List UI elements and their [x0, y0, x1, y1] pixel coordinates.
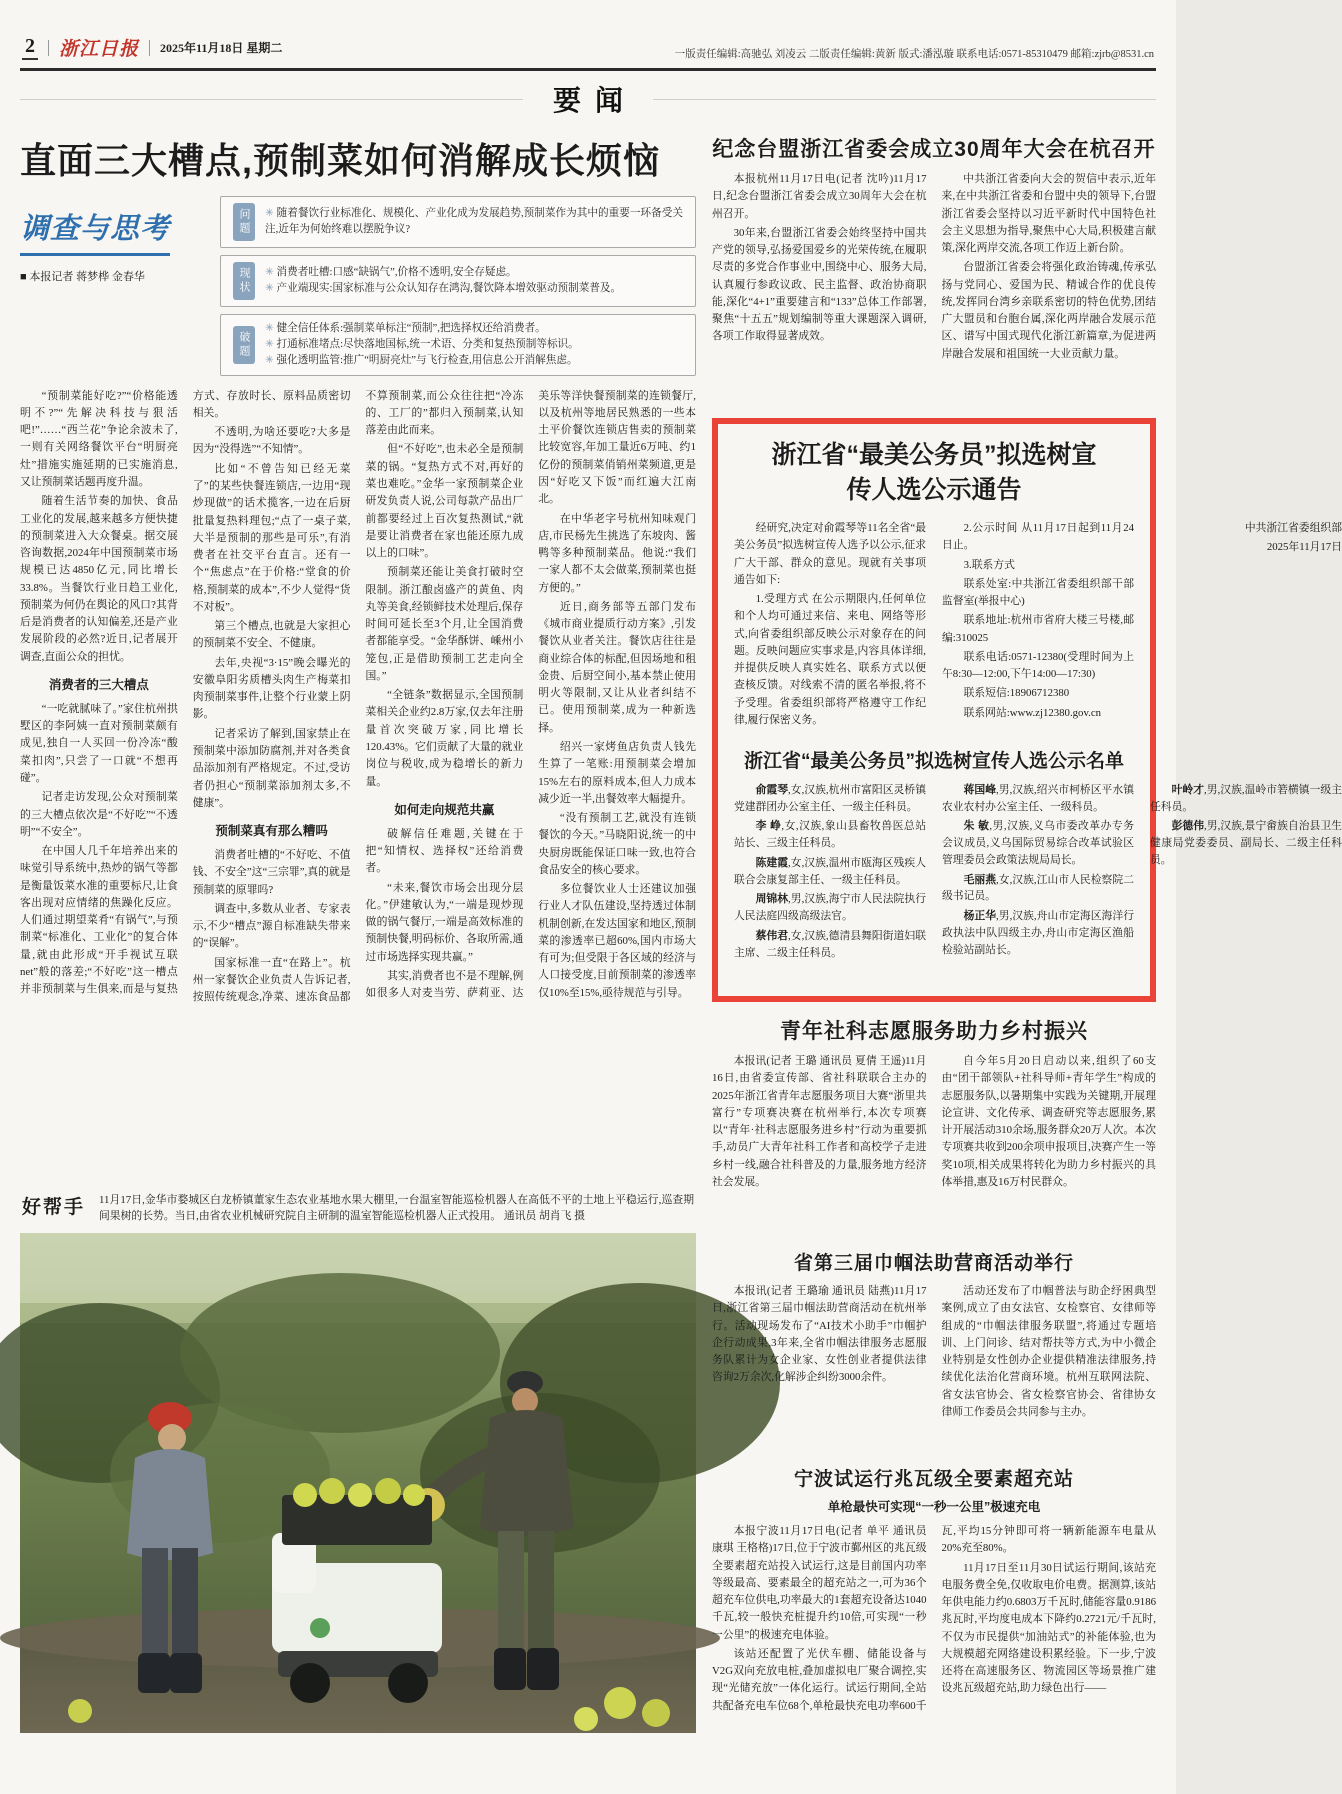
section-bar: [20, 79, 1156, 119]
name-entry: 俞霞琴,女,汉族,杭州市富阳区灵桥镇党建群团办公室主任、一级主任科员。: [734, 784, 926, 813]
feature-paragraph: “预制菜能好吃?”“价格能透明不?”“先解决科技与狠活吧!”……“西兰花”争论余波未了,一则有关网络餐饮平台“明厨亮灶”措施实施延期的已实施消息,又让预制菜话题再度升温。: [20, 389, 178, 488]
article-paragraph: 自今年5月20日启动以来,组织了60支由“团干部领队+社科导师+青年学生”构成的志愿服务队,以暑期集中实践为关键期,开展理论宣讲、文化传承、调查研究等志愿服务,累计开展活动310余场,服务群众20万人次。本次专项赛共收到200余项申报项目,决赛产生一等奖10项,相关成果将转化为助力乡村振兴的具体举措,惠及16万村民群众。: [941, 1055, 1156, 1188]
box-label: 问题: [233, 203, 255, 241]
article-taimeng: [712, 129, 1156, 409]
article-paragraph: 本报讯(记者 王璐 通讯员 夏倩 王遥)11月16日,由省委宣传部、省社科联联合主办的2025年浙江省青年志愿服务项目大赛“浙里共富行”专项赛决赛在杭州举行,本次专项赛以“青年·社科志愿服务进乡村”行动为重要抓手,动员广大青年社科工作者和高校学子走进乡村一线,融合社科普及的力量,服务地方经济社会发展。: [712, 1055, 927, 1188]
feature-headline: 直面三大槽点,预制菜如何消解成长烦恼: [20, 140, 661, 181]
feature-paragraph: 随着生活节奏的加快、食品工业化的发展,越来越多方便快捷的预制菜进入大众餐桌。据交展咨询数据,2024年中国预制菜市场规模已达4850亿元,同比增长33.8%。当餐饮行业日趋工业化,预制菜为何仍在舆论的风口?其背后是消费者的认知偏差,还是产业发展阶段的必然?近日,记者展开调查,直面公众的担忧。: [20, 495, 178, 663]
notice-name-list: [734, 782, 1342, 984]
section-line-left: [20, 99, 523, 100]
name-entry: 蔡伟君,女,汉族,德清县舞阳街道妇联主席、二级主任科员。: [734, 929, 926, 959]
article-deck: 单枪最快可实现“一秒一公里”极速充电: [827, 1500, 1041, 1514]
summary-box-status: [220, 255, 696, 307]
article-shike: [712, 1011, 1156, 1235]
article-paragraph: 台盟浙江省委会将强化政治铸魂,传承弘扬与党同心、爱国为民、精诚合作的优良传统,发挥同台湾乡亲联系密切的特色优势,团结广大盟员和台胞台属,深化两岸融合发展示范区、谱写中国式现代化浙江新篇章,为促进两岸融合发展和祖国统一大业贡献力量。: [941, 261, 1156, 360]
notice-list-title: 浙江省“最美公务员”拟选树宣传人选公示名单: [743, 751, 1124, 772]
feature-paragraph: 记者采访了解到,国家禁止在预制菜中添加防腐剂,并对各类食品添加剂有严格规定。不过,受访者仍担心“预制菜添加剂太多,不健康”。: [192, 727, 351, 809]
feature-paragraph: 预制菜真有那么糟吗: [215, 824, 328, 839]
article-body: [712, 1523, 1156, 1775]
feature-paragraph: “未来,餐饮市场会出现分层化。”伊建敏认为,“一端是现炒现做的锅气餐厅,一端是高效标准的预制快餐,明码标价、各取所需,通过市场选择实现共赢。”: [365, 881, 524, 963]
article-jinguo: [712, 1244, 1156, 1451]
article-paragraph: 本报宁波11月17日电(记者 单平 通讯员 康琪 王格格)17日,位于宁波市鄞州区的兆瓦级全要素超充站投入试运行,这是目前国内功率等级最高、要素最全的超充站之一,可为36个超充车位供电,功率最大的1套超充设备达1040千瓦,较一般快充桩提升约10倍,可实现“一秒一公里”的极速充电体验。: [712, 1525, 927, 1641]
notice-paragraph: 联系短信:18906712380: [963, 687, 1070, 700]
feature-paragraph: “一吃就腻味了。”家住杭州拱墅区的李阿姨一直对预制菜颇有成见,独自一人买回一份冷冻“酸菜扣肉”,只尝了一口就“不想再碰”。: [20, 702, 178, 784]
notice-paragraph: 2.公示时间 从11月17日起到11月24日止。: [942, 522, 1134, 552]
photo-caption-label: 好帮手: [22, 1196, 86, 1218]
name-entry: 周锦林,男,汉族,海宁市人民法院执行人民法庭四级高级法官。: [734, 893, 926, 923]
feature-paragraph: 如何走向规范共赢: [394, 802, 495, 817]
box-label: 现状: [233, 262, 255, 300]
article-paragraph: 本报讯(记者 王璐瑜 通讯员 陆燕)11月17日,浙江省第三届巾帼法助营商活动在杭州举行。活动现场发布了“AI技术小助手”巾帼护企行动成果,3年来,全省巾帼法律服务志愿服务队累计为女企业家、女性创业者提供法律咨询2万余次,化解涉企纠纷3000余件。: [712, 1285, 927, 1384]
name-entry: 彭德伟,男,汉族,景宁畲族自治县卫生健康局党委委员、副局长、二级主任科员。: [1150, 820, 1342, 866]
header-rule: [20, 68, 1156, 71]
page-number: 2: [22, 35, 38, 60]
feature-paragraph: 其实,消费者也不是不理解,例如很多人对麦当劳、萨莉亚、达美乐等洋快餐预制菜的连锁餐厅,以及杭州等地居民熟悉的一些本土平价餐饮连锁店售卖的预制菜比较宽容,年加工量近6万吨、约1亿份的预制菜俏销州菜频道,更是因“好吃又下饭”而红遍大江南北。: [365, 389, 696, 1000]
page-header: [20, 34, 1156, 65]
name-entry: 蒋国峰,男,汉族,绍兴市柯桥区平水镇农业农村办公室主任、一级科员。: [942, 784, 1134, 813]
feature-paragraph: 国家标准一直“在路上”。杭州一家餐饮企业负责人告诉记者,按照传统观念,净菜、速冻食品都不算预制菜,而公众往往把“冷冻的、工厂的”都归入预制菜,认知落差由此而来。: [192, 389, 524, 1004]
column-logo: 调查与思考: [20, 206, 170, 256]
feature-paragraph: 比如“不曾告知已经无菜了”的某些快餐连锁店,一边用“现炒现做”的话术揽客,一边在后厨批量复热料理包;“点了一桌子菜,大半是预制的那些是可乐”,有消费者在社交平台直言。还有一个“焦虑点”在于价格:“堂食的价格,预制菜的成本”,不少人觉得“货不对板”。: [192, 462, 351, 613]
notice-title: 浙江省“最美公务员”拟选树宣传人选公示通告: [771, 441, 1097, 504]
feature-paragraph: 绍兴一家烤鱼店负责人钱先生算了一笔账:用预制菜会增加15%左右的原料成本,但人力成本减少近一半,出餐效率大幅提升。: [538, 740, 696, 805]
feature-byline: ■ 本报记者 蒋梦桦 金春华: [20, 271, 145, 283]
feature-paragraph: 预制菜还能让美食打破时空限制。浙江酿卤盛产的黄鱼、肉丸等美食,经锁鲜技术处理后,保存时间可延长至3个月,让全国消费者都能享受。“金华酥饼、嵊州小笼包,正是借助预制工艺走向全国。”: [365, 566, 524, 682]
notice-paragraph: 中共浙江省委组织部: [1244, 522, 1342, 534]
greenhouse-robot-photo: [20, 1233, 696, 1733]
article-paragraph: 11月17日至11月30日试运行期间,该站充电服务费全免,仅收取电价电费。据测算,该站年供电能力约0.6803万千瓦时,储能容量0.9186兆瓦时,平均度电成本下降约0.2721元/千瓦时,不仅为市民提供“加油站式”的补能体验,也为大规模超充网络建设积累经验。下一步,宁波还将在高速服务区、物流园区等场景推广建设兆瓦级超充站,助力绿色出行——: [941, 1561, 1156, 1695]
article-ningbo: [712, 1460, 1156, 1775]
feature-paragraph: 在中国人几千年培养出来的味觉引导系统中,热炒的锅气等都是衡量饭菜水准的重要标尺,让食客出现对应情绪的焦躁化反应。人们通过期望菜肴“有锅气”,与预制菜“标准化、工业化”的复合体量,就由此形成“开手视试互联net”般的落差;“不好吃”这一槽点并非预制菜与生俱来,而是与复热方式、存放时长、原料品质密切相关。: [20, 389, 351, 996]
article-headline: 省第三届巾帼法助营商活动举行: [793, 1253, 1074, 1274]
summary-bullet: ✳ 产业端现实:国家标准与公众认知存在鸿沟,餐饮降本增效驱动预制菜普及。: [265, 281, 683, 297]
summary-bullet: ✳ 随着餐饮行业标准化、规模化、产业化成为发展趋势,预制菜作为其中的重要一环备受关注,近年为何始终难以摆脱争议?: [265, 206, 683, 238]
summary-bullet: ✳ 打通标准堵点:尽快落地国标,统一术语、分类和复热预制等标识。: [265, 337, 683, 353]
section-line-right: [653, 99, 1156, 100]
notice-paragraph: 2025年11月17日: [1266, 541, 1342, 554]
article-body: [712, 1283, 1156, 1451]
summary-bullet: ✳ 强化透明监管:推广“明厨亮灶”与飞行检查,用信息公开消解焦虑。: [265, 353, 683, 369]
photo-caption: [99, 1192, 694, 1225]
feature-paragraph: 消费者吐槽的“不好吃、不值钱、不安全”这“三宗罪”,真的就是预制菜的原罪吗?: [192, 849, 351, 896]
feature-body: [20, 388, 696, 1180]
box-label: 破题: [233, 326, 255, 364]
article-headline: 宁波试运行兆瓦级全要素超充站: [793, 1469, 1074, 1490]
masthead-logo: 浙江日报: [59, 38, 140, 60]
feature-paragraph: 消费者的三大槽点: [48, 677, 149, 692]
article-headline: 青年社科志愿服务助力乡村振兴: [780, 1020, 1088, 1043]
summary-bullet: ✳ 消费者吐槽:口感“缺锅气”,价格不透明,安全存疑虑。: [265, 265, 683, 281]
name-entry: 朱 敏,男,汉族,义乌市委改革办专务会议成员,义乌国际贸易综合改革试验区管理委员会政策法规局局长。: [942, 820, 1134, 866]
feature-paragraph: 在中华老字号杭州知味观门店,市民杨先生挑选了东坡肉、酱鸭等多种预制菜品。他说:“我们一家人都不太会做菜,预制菜也挺方便的。”: [538, 512, 696, 594]
feature-paragraph: 记者走访发现,公众对预制菜的三大槽点依次是“不好吃”“不透明”“不安全”。: [20, 791, 178, 838]
feature-paragraph: 多位餐饮业人士还建议加强行业人才队伍建设,坚持透过体制机制创新,在发达国家和地区,预制菜的渗透率已超60%,国内市场大有可为;但受限于各区域的经济与人口接受度,目前预制菜的渗透率仅10%至15%,亟待规范与引导。: [538, 883, 696, 999]
divider: [149, 40, 150, 56]
feature-paragraph: 破解信任难题,关键在于把“知情权、选择权”还给消费者。: [365, 827, 524, 875]
feature-paragraph: 去年,央视“3·15”晚会曝光的安徽阜阳劣质槽头肉生产梅菜扣肉预制菜事件,让整个行业蒙上阴影。: [192, 656, 351, 721]
name-entry: 杨正华,男,汉族,舟山市定海区海洋行政执法中队四级主办,舟山市定海区渔船检验站副站长。: [942, 910, 1134, 956]
notice-paragraph: 经研究,决定对俞霞琴等11名全省“最美公务员”拟选树宣传人选予以公示,征求广大干部、群众的意见。现就有关事项通告如下:: [734, 522, 926, 586]
feature-paragraph: 调查中,多数从业者、专家表示,不少“槽点”源自标准缺失带来的“误解”。: [192, 902, 351, 950]
feature-paragraph: “没有预制工艺,就没有连锁餐饮的今天。”马晓阳说,统一的中央厨房既能保证口味一致,也符合食品安全的核心要求。: [538, 812, 696, 876]
feature-article: [20, 129, 696, 1775]
feature-paragraph: 第三个槽点,也就是大家担心的预制菜不安全、不健康。: [192, 620, 351, 650]
article-headline: 纪念台盟浙江省委会成立30周年大会在杭召开: [712, 138, 1156, 161]
notice-paragraph: 联系处室:中共浙江省委组织部干部监督室(举报中心): [942, 577, 1134, 608]
notice-paragraph: 联系地址:杭州市省府大楼三号楼,邮编:310025: [942, 614, 1134, 644]
notice-paragraph: 联系网站:www.zj12380.gov.cn: [963, 706, 1102, 719]
name-entry: 陈建霞,女,汉族,温州市瓯海区残疾人联合会康复部主任、一级主任科员。: [734, 856, 926, 886]
summary-box-problem: [220, 196, 696, 248]
notice-body: [734, 520, 1342, 734]
notice-redbox: [712, 418, 1342, 1002]
article-paragraph: 活动还发布了巾帼普法与助企纾困典型案例,成立了由女法官、女检察官、女律师等组成的“巾帼法律服务联盟”,将通过专题培训、上门问诊、结对帮扶等方式,为中小微企业特别是女性创办企业提供精准法律服务,持续优化法治化营商环境。杭州互联网法院、省女法官协会、省女检察官协会、省律协女律师工作委员会共同参与主办。: [941, 1285, 1156, 1418]
article-paragraph: 该站还配置了光伏车棚、储能设备与V2G双向充放电桩,叠加虚拟电厂聚合调控,实现“光储充放”一体化运行。试运行期间,全站共配备充电车位68个,单枪最快充电功率600千瓦,平均15分钟即可将一辆新能源车电量从20%充至80%。: [712, 1525, 1156, 1712]
article-paragraph: 中共浙江省委向大会的贺信中表示,近年来,在中共浙江省委和台盟中央的领导下,台盟浙江省委会坚持以习近平新时代中国特色社会主义思想为指导,聚焦中心大局,积极建言献策,深化两岸交流,各项工作迈上新台阶。: [941, 173, 1156, 255]
editors-line: 一版责任编辑:高驰弘 刘凌云 二版责任编辑:黄新 版式:潘泓璇 联系电话:0571-85310479 邮箱:zjrb@8531.cn: [674, 49, 1154, 60]
feature-paragraph: 近日,商务部等五部门发布《城市商业提质行动方案》,引发餐饮从业者关注。餐饮店往往是商业综合体的标配,但因场地和租金贵、后厨空间小,基本禁止使用明火等限制,又让从业者纠结不已。使用预制菜,成为一种新选择。: [538, 600, 696, 734]
divider: [48, 40, 49, 56]
feature-paragraph: “全链条”数据显示,全国预制菜相关企业约2.8万家,仅去年注册量首次突破万家,同比增长120.43%。它们贡献了大量的就业岗位与税收,成为稳增长的新力量。: [365, 689, 524, 788]
notice-paragraph: 联系电话:0571-12380(受理时间为上午8:30—12:00,下午14:00—17:30): [942, 650, 1134, 681]
notice-paragraph: 3.联系方式: [963, 558, 1015, 571]
feature-paragraph: 不透明,为啥还要吃?大多是因为“没得选”“不知情”。: [192, 426, 351, 456]
summary-boxes: [220, 196, 696, 376]
article-body: [712, 1053, 1156, 1235]
section-title: 要闻: [553, 85, 638, 116]
notice-paragraph: 1.受理方式 在公示期限内,任何单位和个人均可通过来信、来电、网络等形式,向省委组织部反映公示对象存在的问题。反映问题应实事求是,内容具体详细,并提供反映人真实姓名、联系方式以便查核反馈。对线索不清的匿名举报,将不予受理。省委组织部将严格遵守工作纪律,履行保密义务。: [734, 593, 926, 726]
article-paragraph: 30年来,台盟浙江省委会始终坚持中国共产党的领导,弘扬爱国爱乡的光荣传统,在履职尽责的多党合作事业中,围绕中心、服务大局,认真履行参政议政、民主监督、政治协商职能,深化“4+1”重要建言和“133”总体工作部署,聚焦“十五五”规划编制等重大课题深入调研,各项工作取得显著成效。: [712, 226, 927, 343]
date-line: 2025年11月18日 星期二: [160, 41, 283, 55]
article-body: [712, 171, 1156, 409]
photo-caption-row: [22, 1192, 694, 1225]
name-entry: 叶岭才,男,汉族,温岭市箬横镇一级主任科员。: [1150, 784, 1342, 813]
article-paragraph: 本报杭州11月17日电(记者 沈吟)11月17日,纪念台盟浙江省委会成立30周年大会在杭州召开。: [712, 173, 927, 220]
summary-box-solution: [220, 314, 696, 376]
photo-credit: 通讯员 胡肖飞 摄: [503, 1210, 585, 1223]
name-entry: 毛丽燕,女,汉族,江山市人民检察院二级书记员。: [942, 873, 1134, 903]
name-entry: 李 峥,女,汉族,象山县畜牧兽医总站站长、三级主任科员。: [734, 820, 926, 850]
photo-caption-text: 11月17日,金华市婺城区白龙桥镇董家生态农业基地水果大棚里,一台温室智能巡检机器人在高低不平的土地上平稳运行,巡查期间果树的长势。当日,由省农业机械研究院自主研制的温室智能巡检机器人正式投用。: [99, 1193, 694, 1223]
summary-bullet: ✳ 健全信任体系:强制菜单标注“预制”,把选择权还给消费者。: [265, 321, 683, 337]
feature-paragraph: 但“不好吃”,也未必全是预制菜的锅。“复热方式不对,再好的菜也难吃。”金华一家预制菜企业研发负责人说,公司每款产品出厂前都要经过上百次复热测试,“就是要让消费者在家也能还原九成以上的口味”。: [365, 443, 524, 560]
